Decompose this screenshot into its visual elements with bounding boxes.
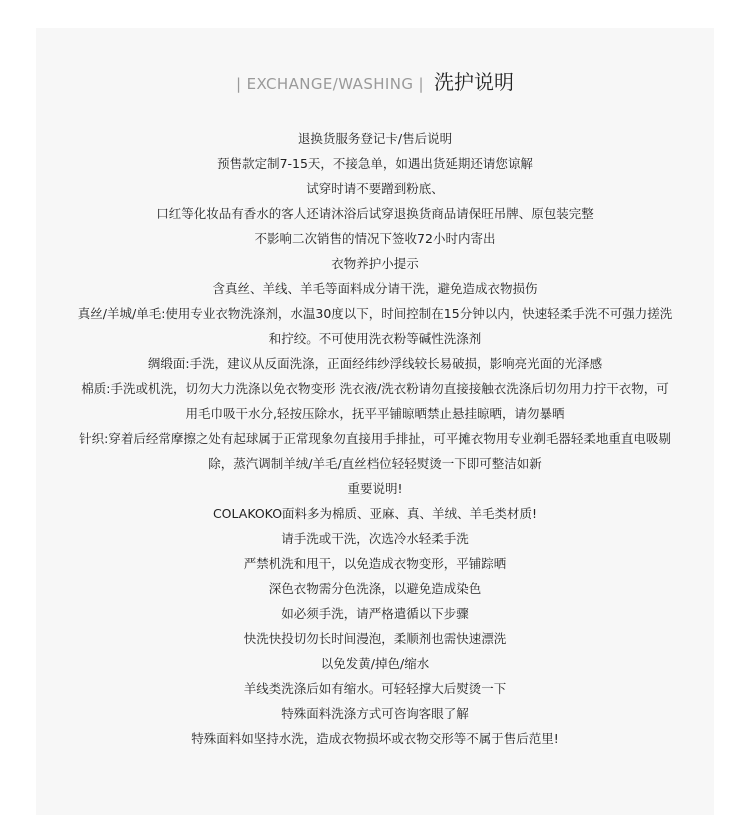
instruction-line: 严禁机洗和甩干，以免造成衣物变形，平铺踪晒	[243, 556, 507, 571]
instruction-text-block	[36, 126, 714, 751]
instruction-line: 羊线类洗涤后如有缩水。可轻轻撑大后熨烫一下	[243, 681, 507, 696]
instruction-line: 快洗快投切勿长时间漫泡，柔顺剂也需快速漂洗	[243, 631, 507, 646]
instruction-line: 真丝/羊城/单毛:使用专业衣物洗涤剂，水温30度以下，时间控制在15分钟以内，快速轻柔手洗不可强力搓洗	[77, 306, 673, 321]
instruction-line: 棉质:手洗或机洗，切勿大力洗涤以免衣物变形 洗衣液/洗衣粉请勿直接接触衣洗涤后切勿用力拧干衣物，可	[81, 381, 669, 396]
instruction-line: 不影响二次销售的情况下签收72小时内寄出	[254, 231, 496, 246]
instruction-line: 用毛巾吸干水分,轻按压除水，抚平平铺晾晒禁止悬挂晾晒，请勿暴晒	[185, 406, 565, 421]
instruction-line: 如必须手洗，请严格遣循以下步骤	[281, 606, 469, 621]
instruction-line: 预售款定制7-15天，不接急单，如遇出货延期还请您谅解	[217, 156, 533, 171]
instruction-line: 除，蒸汽调制羊绒/羊毛/直丝档位轻轻熨烫一下即可整洁如新	[208, 456, 542, 471]
instruction-line: 试穿时请不要蹭到粉底、	[306, 181, 444, 196]
instruction-line: 特殊面料洗涤方式可咨询客眼了解	[281, 706, 469, 721]
heading-chinese: 洗护说明	[434, 70, 515, 94]
instruction-line: 请手洗或干洗，次选冷水轻柔手洗	[281, 531, 469, 546]
instruction-line: 衣物养护小提示	[331, 256, 419, 271]
instruction-line: 和拧绞。不可使用洗衣粉等碱性洗涤剂	[268, 331, 482, 346]
care-instructions-panel	[36, 28, 714, 815]
instruction-line: 特殊面料如坚持水洗，造成衣物损坏或衣物交形等不属于售后范里!	[191, 731, 559, 746]
instruction-line: 含真丝、羊线、羊毛等面料成分请干洗，避免造成衣物损伤	[212, 281, 538, 296]
instruction-line: 绸缎面:手洗，建议从反面洗涤，正面经纬纱浮线较长易破损，影响亮光面的光泽感	[147, 356, 603, 371]
instruction-line: 重要说明!	[347, 481, 403, 496]
instruction-line: COLAKOKO面料多为棉质、亚麻、真、羊绒、羊毛类材质!	[212, 506, 538, 521]
instruction-line: 退换货服务登记卡/售后说明	[297, 131, 453, 146]
instruction-line: 深色衣物需分色洗涤，以避免造成染色	[268, 581, 482, 596]
instruction-line: 以免发黄/掉色/缩水	[320, 656, 430, 671]
heading-english: | EXCHANGE/WASHING |	[235, 75, 425, 93]
instruction-line: 针织:穿着后经常摩擦之处有起球属于正常现象勿直接用手排扯，可平摊衣物用专业剃毛器轻柔地重直电吸剔	[79, 431, 671, 446]
instruction-line: 口红等化妆品有香水的客人还请沐浴后试穿退换货商品请保旺吊牌、原包装完整	[156, 206, 594, 221]
section-heading	[36, 66, 714, 92]
